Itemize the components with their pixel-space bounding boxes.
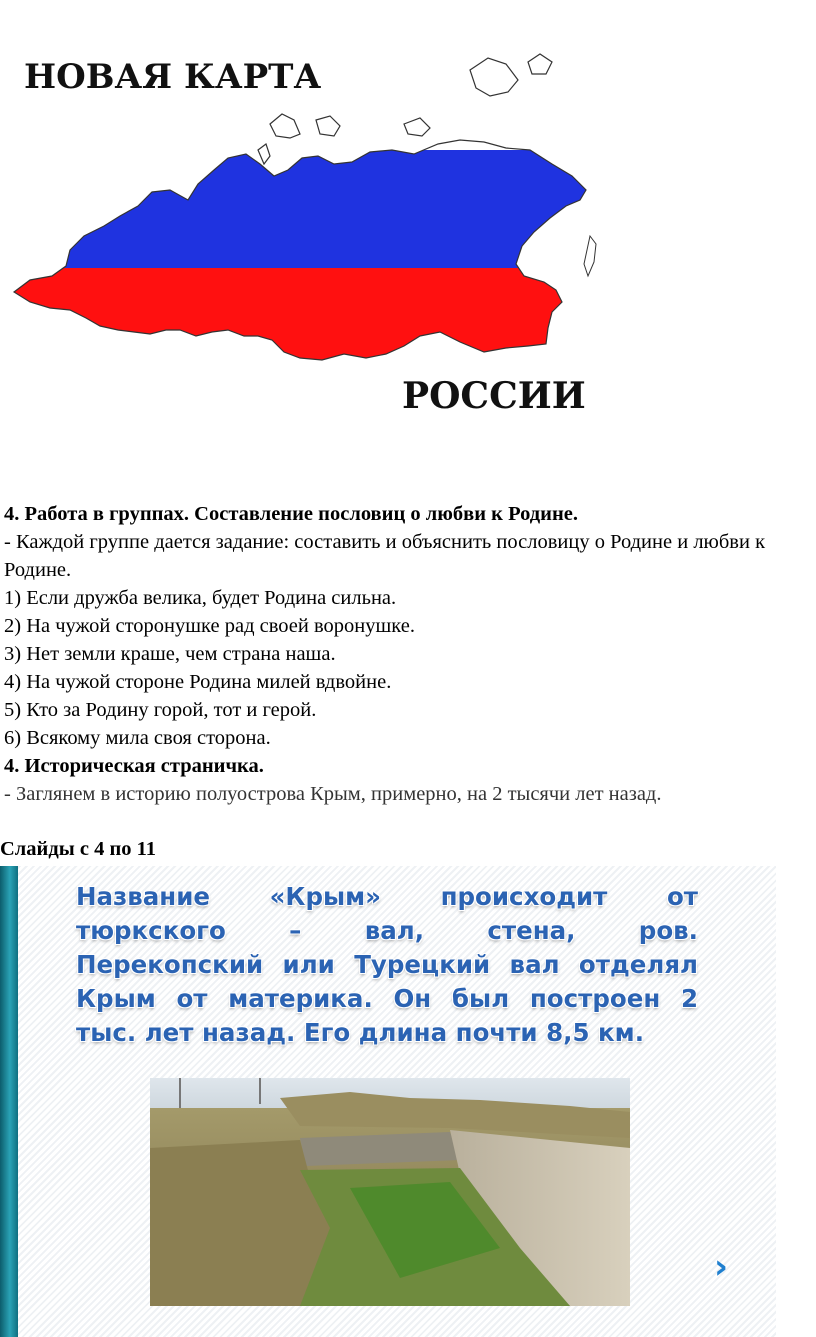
chevron-right-icon[interactable]: ›: [714, 1247, 729, 1287]
groupwork-heading: 4. Работа в группах. Составление пословиц о любви к Родине.: [4, 503, 578, 525]
proverb-item: 6) Всякому мила своя сторона.: [4, 727, 271, 749]
slide-text-line: Название «Крым» происходит от: [76, 882, 698, 911]
proverb-item: 2) На чужой сторонушке рад своей воронушке.: [4, 615, 415, 637]
slide-text: [76, 880, 698, 1050]
groupwork-intro: - Каждой группе дается задание: составить и объяснить пословицу о Родине и любви к Родине.: [4, 531, 766, 581]
slide-text-line: Крым от материка. Он был построен 2: [76, 984, 698, 1013]
proverb-item: 3) Нет земли краше, чем страна наша.: [4, 643, 336, 665]
map-title-bottom: РОССИИ: [402, 375, 586, 417]
history-heading: 4. Историческая страничка.: [4, 755, 264, 777]
slide-accent-bar: [0, 866, 18, 1337]
slide-text-line: Перекопский или Турецкий вал отделял: [76, 950, 698, 979]
lesson-text: [4, 500, 816, 808]
history-intro: - Заглянем в историю полуострова Крым, примерно, на 2 тысячи лет назад.: [4, 783, 662, 805]
sakhalin-island: [584, 236, 596, 276]
slide-text-line: тюркского – вал, стена, ров.: [76, 916, 698, 945]
proverb-item: 5) Кто за Родину горой, тот и герой.: [4, 699, 317, 721]
perekop-wall-photo: [150, 1078, 630, 1306]
map-title-top: НОВАЯ КАРТА: [24, 57, 322, 97]
slide-text-line: тыс. лет назад. Его длина почти 8,5 км.: [76, 1018, 645, 1047]
proverb-item: 1) Если дружба велика, будет Родина сильна.: [4, 587, 397, 609]
slides-heading: Слайды с 4 по 11: [0, 838, 157, 860]
proverb-item: 4) На чужой стороне Родина милей вдвойне.: [4, 671, 392, 693]
slide-panel: [0, 866, 776, 1337]
russia-map-figure: [0, 40, 640, 440]
